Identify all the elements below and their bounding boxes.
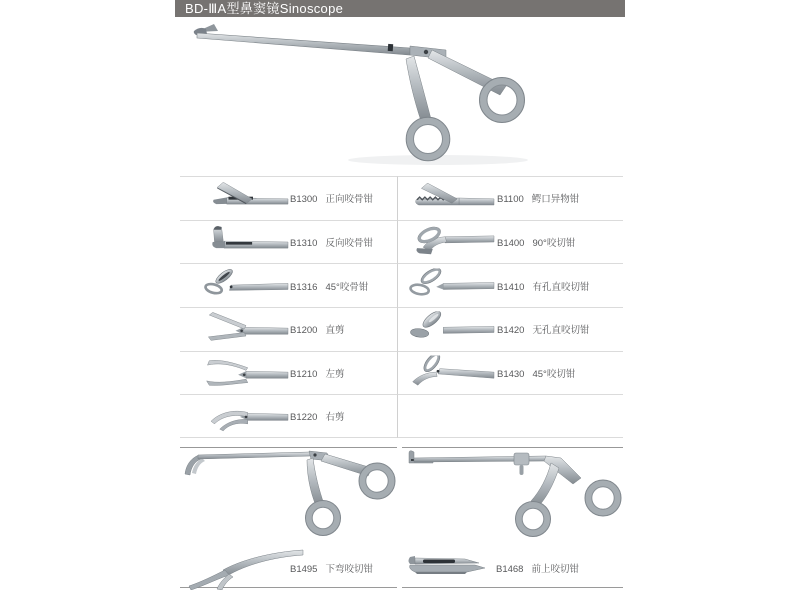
main-instrument-photo xyxy=(188,22,620,170)
item-model: B1420 xyxy=(497,325,525,337)
tip-image-b1430 xyxy=(408,356,496,391)
tip-image-b1310 xyxy=(202,225,290,260)
item-label xyxy=(290,235,373,249)
item-model: B1200 xyxy=(290,325,318,337)
catalog-cell-b1100 xyxy=(397,176,623,220)
item-model: B1430 xyxy=(497,369,525,381)
page-title: BD-ⅢA型鼻窦镜Sinoscope xyxy=(185,1,344,16)
item-model: B1468 xyxy=(496,564,524,576)
catalog-cell-b1210 xyxy=(180,351,397,395)
catalog-cell-b1400 xyxy=(397,220,623,264)
catalog-cell-b1200 xyxy=(180,307,397,351)
item-name: 右剪 xyxy=(325,412,345,424)
item-model: B1495 xyxy=(290,564,318,576)
catalog-cell-b1430 xyxy=(397,351,623,395)
item-name: 45°咬骨钳 xyxy=(325,281,369,293)
item-model: B1400 xyxy=(497,238,525,250)
item-label xyxy=(290,366,345,380)
item-name: 鳄口异物钳 xyxy=(531,194,580,206)
item-model: B1310 xyxy=(290,238,318,250)
tip-image-b1100 xyxy=(408,181,496,216)
item-label xyxy=(497,366,575,380)
tip-image-b1210 xyxy=(202,356,290,391)
tip-image-b1495 xyxy=(181,548,305,590)
item-name: 反向咬骨钳 xyxy=(325,238,373,250)
tip-image-b1220 xyxy=(202,399,290,434)
catalog-cell-b1420 xyxy=(397,307,623,351)
catalog-cell-b1310 xyxy=(180,220,397,264)
catalog-cell-b1495 xyxy=(180,546,397,588)
item-model: B1100 xyxy=(497,194,524,206)
item-model: B1210 xyxy=(290,369,318,381)
tip-image-b1316 xyxy=(202,268,290,303)
catalog-cell-b1410 xyxy=(397,263,623,307)
item-label xyxy=(496,561,579,575)
item-name: 45°咬切钳 xyxy=(532,369,576,381)
item-name: 直剪 xyxy=(325,325,345,337)
page-header-bar xyxy=(175,0,625,17)
tip-image-b1400 xyxy=(408,225,496,260)
item-name: 正向咬骨钳 xyxy=(325,194,373,206)
item-label xyxy=(290,191,373,205)
item-label xyxy=(497,322,590,336)
item-name: 左剪 xyxy=(325,369,345,381)
item-model: B1220 xyxy=(290,412,318,424)
item-label xyxy=(290,279,368,293)
catalog-cell-b1468 xyxy=(402,546,623,588)
item-label xyxy=(497,191,579,205)
item-name: 90°咬切钳 xyxy=(532,238,576,250)
item-label xyxy=(290,409,345,423)
item-label xyxy=(290,322,345,336)
item-model: B1300 xyxy=(290,194,318,206)
item-label xyxy=(290,561,373,575)
catalog-cell-empty xyxy=(397,394,623,438)
tip-catalog-table xyxy=(180,176,623,438)
tip-image-b1200 xyxy=(202,312,290,347)
item-name: 下弯咬切钳 xyxy=(325,564,373,576)
catalog-cell-b1300 xyxy=(180,176,397,220)
tip-image-b1410 xyxy=(408,268,496,303)
item-model: B1316 xyxy=(290,281,318,293)
tip-image-b1420 xyxy=(408,312,496,347)
item-label xyxy=(497,279,590,293)
item-name: 有孔直咬切钳 xyxy=(532,281,590,293)
catalog-cell-b1316 xyxy=(180,263,397,307)
catalog-cell-b1220 xyxy=(180,394,397,438)
item-label xyxy=(497,235,575,249)
sinoscope-forceps-illustration xyxy=(188,22,620,170)
tip-image-b1468 xyxy=(405,556,485,580)
item-name: 前上咬切钳 xyxy=(531,564,579,576)
item-name: 无孔直咬切钳 xyxy=(532,325,590,337)
tip-image-b1300 xyxy=(202,181,290,216)
item-model: B1410 xyxy=(497,281,525,293)
